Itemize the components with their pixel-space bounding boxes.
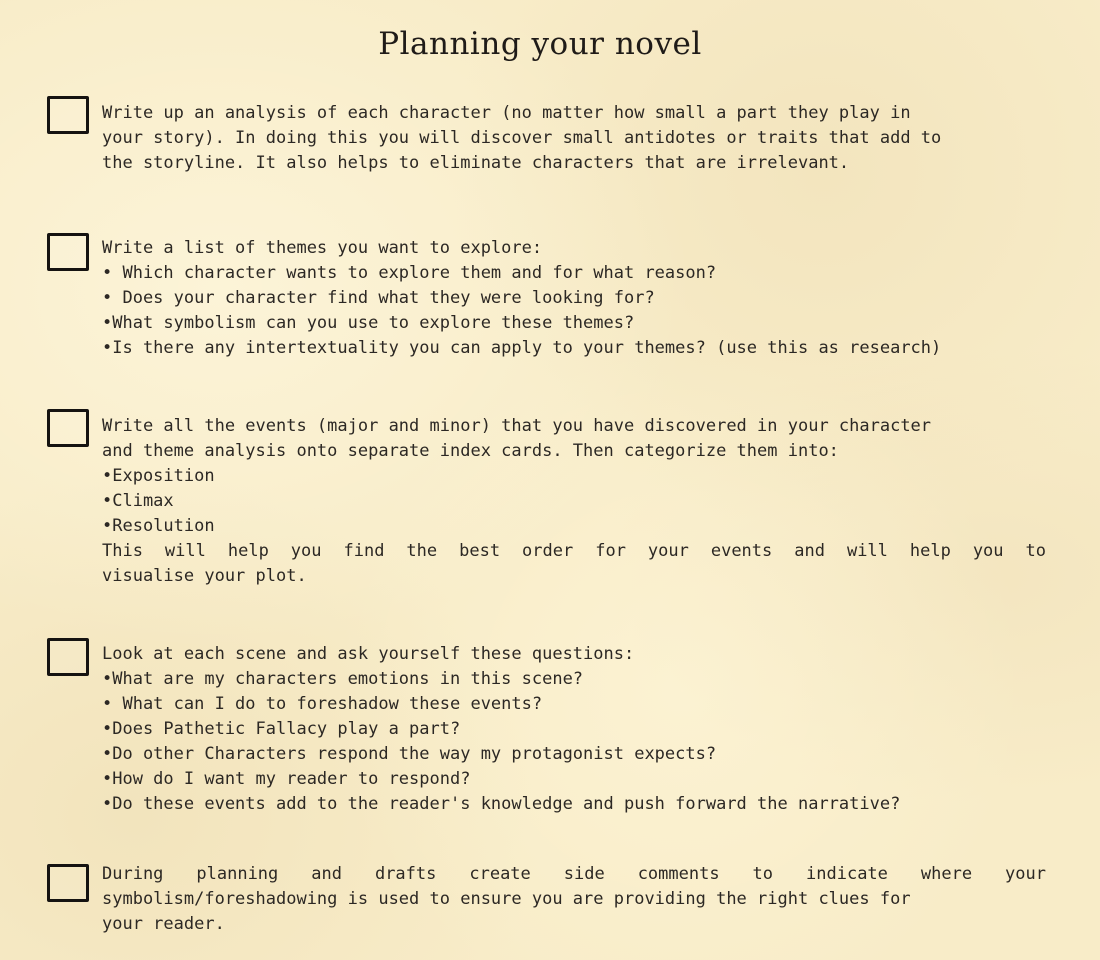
text-line: •Do other Characters respond the way my protagonist expects? bbox=[102, 744, 717, 764]
text-line: •Does Pathetic Fallacy play a part? bbox=[102, 719, 461, 739]
item-text bbox=[102, 642, 1046, 817]
text-line: • Which character wants to explore them and for what reason? bbox=[102, 263, 717, 283]
text-line: •Do these events add to the reader's knowledge and push forward the narrative? bbox=[102, 794, 901, 814]
text-line: During planning and drafts create side comments to indicate where your bbox=[102, 864, 1046, 884]
text-line: the storyline. It also helps to eliminate characters that are irrelevant. bbox=[102, 153, 850, 173]
checkbox-character-analysis[interactable] bbox=[47, 96, 89, 134]
item-text bbox=[102, 862, 1046, 937]
text-line: visualise your plot. bbox=[102, 566, 307, 586]
text-line: •What symbolism can you use to explore these themes? bbox=[102, 313, 635, 333]
checkbox-themes[interactable] bbox=[47, 233, 89, 271]
text-line: your story). In doing this you will discover small antidotes or traits that add to bbox=[102, 128, 942, 148]
text-line: •How do I want my reader to respond? bbox=[102, 769, 471, 789]
text-line: Look at each scene and ask yourself these questions: bbox=[102, 644, 635, 664]
text-line: • Does your character find what they were looking for? bbox=[102, 288, 655, 308]
checkbox-events[interactable] bbox=[47, 409, 89, 447]
page-title: Planning your novel bbox=[378, 26, 702, 62]
text-line: •Resolution bbox=[102, 516, 215, 536]
text-line: Write a list of themes you want to explore: bbox=[102, 238, 543, 258]
text-line: •What are my characters emotions in this scene? bbox=[102, 669, 584, 689]
text-line: symbolism/foreshadowing is used to ensure you are providing the right clues for bbox=[102, 889, 911, 909]
item-text bbox=[102, 101, 1046, 176]
text-line: Write up an analysis of each character (no matter how small a part they play in bbox=[102, 103, 911, 123]
text-line: and theme analysis onto separate index cards. Then categorize them into: bbox=[102, 441, 839, 461]
text-line: your reader. bbox=[102, 914, 225, 934]
text-line: •Is there any intertextuality you can apply to your themes? (use this as research) bbox=[102, 338, 942, 358]
checkbox-scenes[interactable] bbox=[47, 638, 89, 676]
text-line: • What can I do to foreshadow these events? bbox=[102, 694, 543, 714]
checkbox-side-comments[interactable] bbox=[47, 864, 89, 902]
text-line: Write all the events (major and minor) that you have discovered in your character bbox=[102, 416, 932, 436]
text-line: •Climax bbox=[102, 491, 174, 511]
text-line: This will help you find the best order for your events and will help you to bbox=[102, 541, 1046, 561]
item-text bbox=[102, 414, 1046, 589]
item-text bbox=[102, 236, 1046, 361]
text-line: •Exposition bbox=[102, 466, 215, 486]
